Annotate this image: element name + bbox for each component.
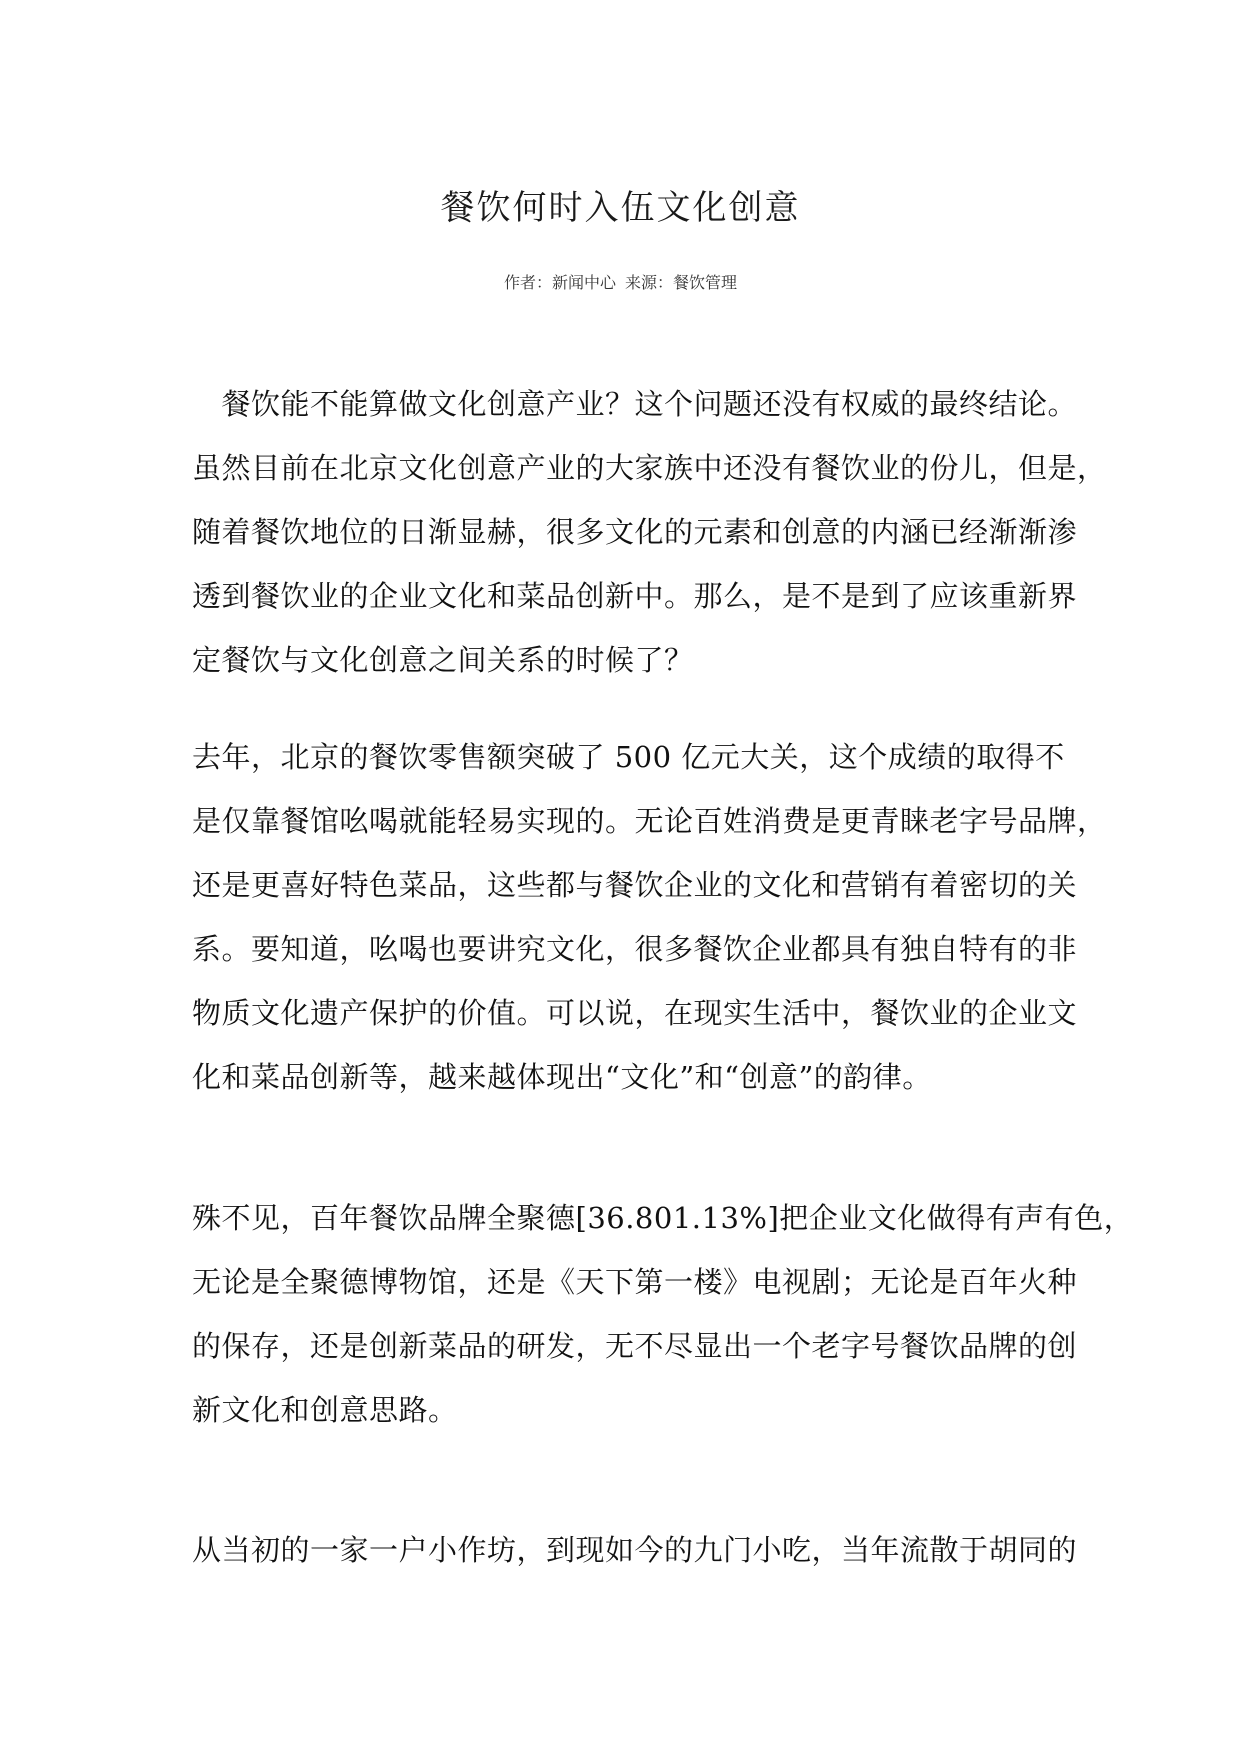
paragraph-3: [192, 1186, 1134, 1442]
byline: [0, 270, 1241, 293]
paragraph-line: 化和菜品创新等，越来越体现出“文化”和“创意”的韵律。: [192, 1060, 932, 1094]
paragraph-1: [192, 372, 1107, 692]
paragraph-line: 物质文化遗产保护的价值。可以说，在现实生活中，餐饮业的企业文: [192, 996, 1078, 1030]
paragraph-line: 的保存，还是创新菜品的研发，无不尽显出一个老字号餐饮品牌的创: [192, 1329, 1078, 1363]
source-label: 来源：餐饮管理: [625, 273, 738, 292]
paragraph-line: 定餐饮与文化创意之间关系的时候了？: [192, 643, 694, 677]
paragraph-line: 虽然目前在北京文化创意产业的大家族中还没有餐饮业的份儿，但是，: [192, 451, 1107, 485]
paragraph-line: 透到餐饮业的企业文化和菜品创新中。那么，是不是到了应该重新界: [192, 579, 1078, 613]
paragraph-4: [192, 1518, 1078, 1582]
paragraph-line: 是仅靠餐馆吆喝就能轻易实现的。无论百姓消费是更青睐老字号品牌，: [192, 804, 1107, 838]
paragraph-line: 去年，北京的餐饮零售额突破了 500 亿元大关，这个成绩的取得不: [192, 740, 1065, 774]
paragraph-line: 殊不见，百年餐饮品牌全聚德[36.801.13%]把企业文化做得有声有色，: [192, 1201, 1134, 1235]
paragraph-line: 从当初的一家一户小作坊，到现如今的九门小吃，当年流散于胡同的: [192, 1533, 1078, 1567]
document-title: 餐饮何时入伍文化创意: [440, 188, 801, 228]
paragraph-line: 还是更喜好特色菜品，这些都与餐饮企业的文化和营销有着密切的关: [192, 868, 1078, 902]
paragraph-line: 新文化和创意思路。: [192, 1393, 458, 1427]
paragraph-2: [192, 725, 1107, 1109]
paragraph-line: 无论是全聚德博物馆，还是《天下第一楼》电视剧；无论是百年火种: [192, 1265, 1078, 1299]
paragraph-line: 随着餐饮地位的日渐显赫，很多文化的元素和创意的内涵已经渐渐渗: [192, 515, 1078, 549]
paragraph-line: 餐饮能不能算做文化创意产业？这个问题还没有权威的最终结论。: [192, 387, 1078, 421]
author-label: 作者：新闻中心: [503, 273, 616, 292]
paragraph-line: 系。要知道，吆喝也要讲究文化，很多餐饮企业都具有独自特有的非: [192, 932, 1078, 966]
